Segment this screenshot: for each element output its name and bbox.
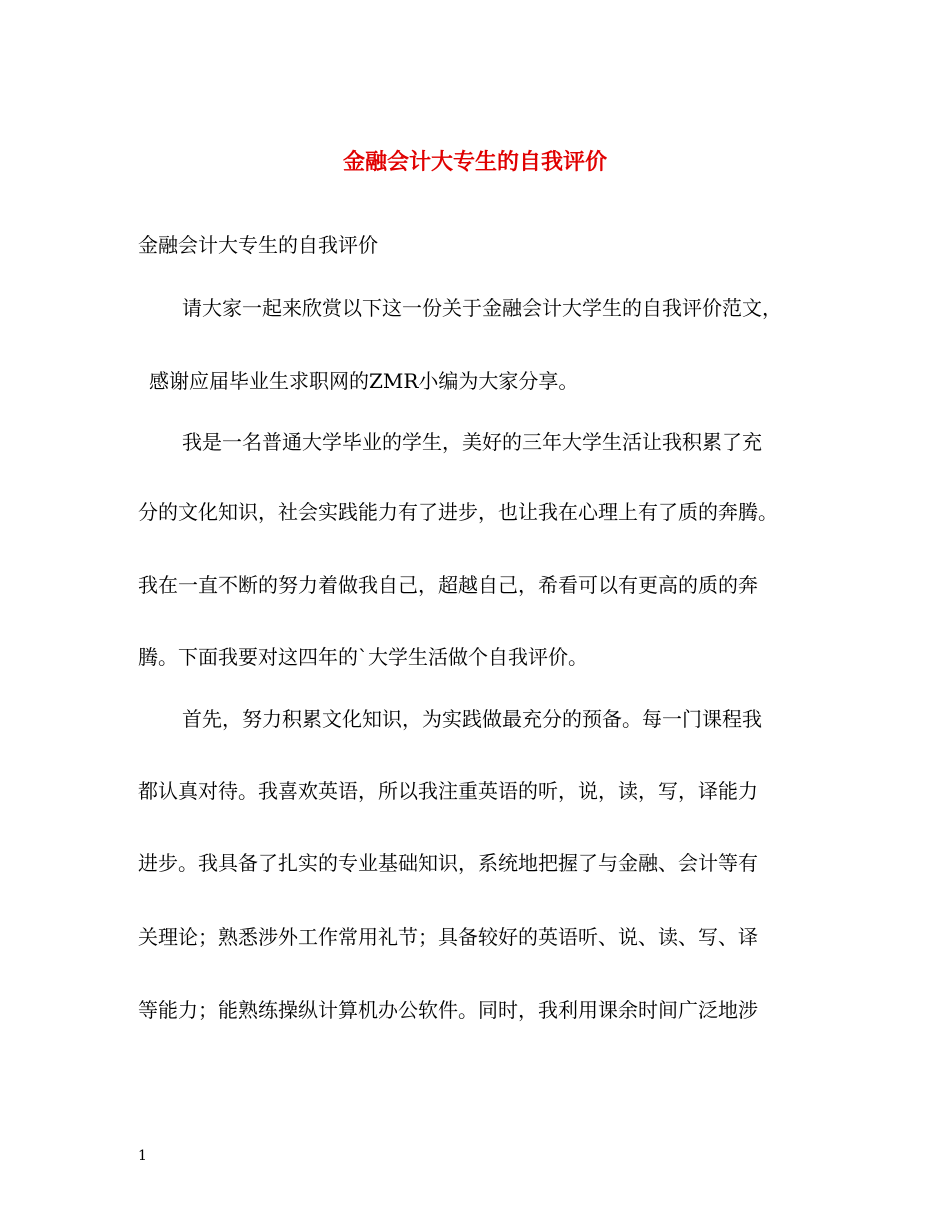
document-title: 金融会计大专生的自我评价 <box>342 150 607 175</box>
paragraph-line: 都认真对待。我喜欢英语，所以我注重英语的听，说，读，写，译能力 <box>138 779 758 803</box>
paragraph-line: 我在一直不断的努力着做我自己，超越自己，希看可以有更高的质的奔 <box>138 573 758 597</box>
page-number: 1 <box>138 1148 147 1164</box>
paragraph-line: 关理论；熟悉涉外工作常用礼节；具备较好的英语听、说、读、写、译 <box>138 925 758 949</box>
paragraph-line: 分的文化知识，社会实践能力有了进步，也让我在心理上有了质的奔腾。 <box>138 500 778 524</box>
paragraph-line: 进步。我具备了扎实的专业基础知识，系统地把握了与金融、会计等有 <box>138 851 758 875</box>
paragraph-line: 感谢应届毕业生求职网的ZMR小编为大家分享。 <box>149 369 579 393</box>
paragraph-line: 等能力；能熟练操纵计算机办公软件。同时，我利用课余时间广泛地涉 <box>138 998 758 1022</box>
paragraph-line: 首先，努力积累文化知识，为实践做最充分的预备。每一门课程我 <box>182 707 762 731</box>
paragraph-line: 请大家一起来欣赏以下这一份关于金融会计大学生的自我评价范文， <box>182 296 782 320</box>
paragraph-line: 我是一名普通大学毕业的学生，美好的三年大学生活让我积累了充 <box>182 430 762 454</box>
document-subtitle: 金融会计大专生的自我评价 <box>138 233 378 257</box>
paragraph-line: 腾。下面我要对这四年的`大学生活做个自我评价。 <box>138 645 588 669</box>
